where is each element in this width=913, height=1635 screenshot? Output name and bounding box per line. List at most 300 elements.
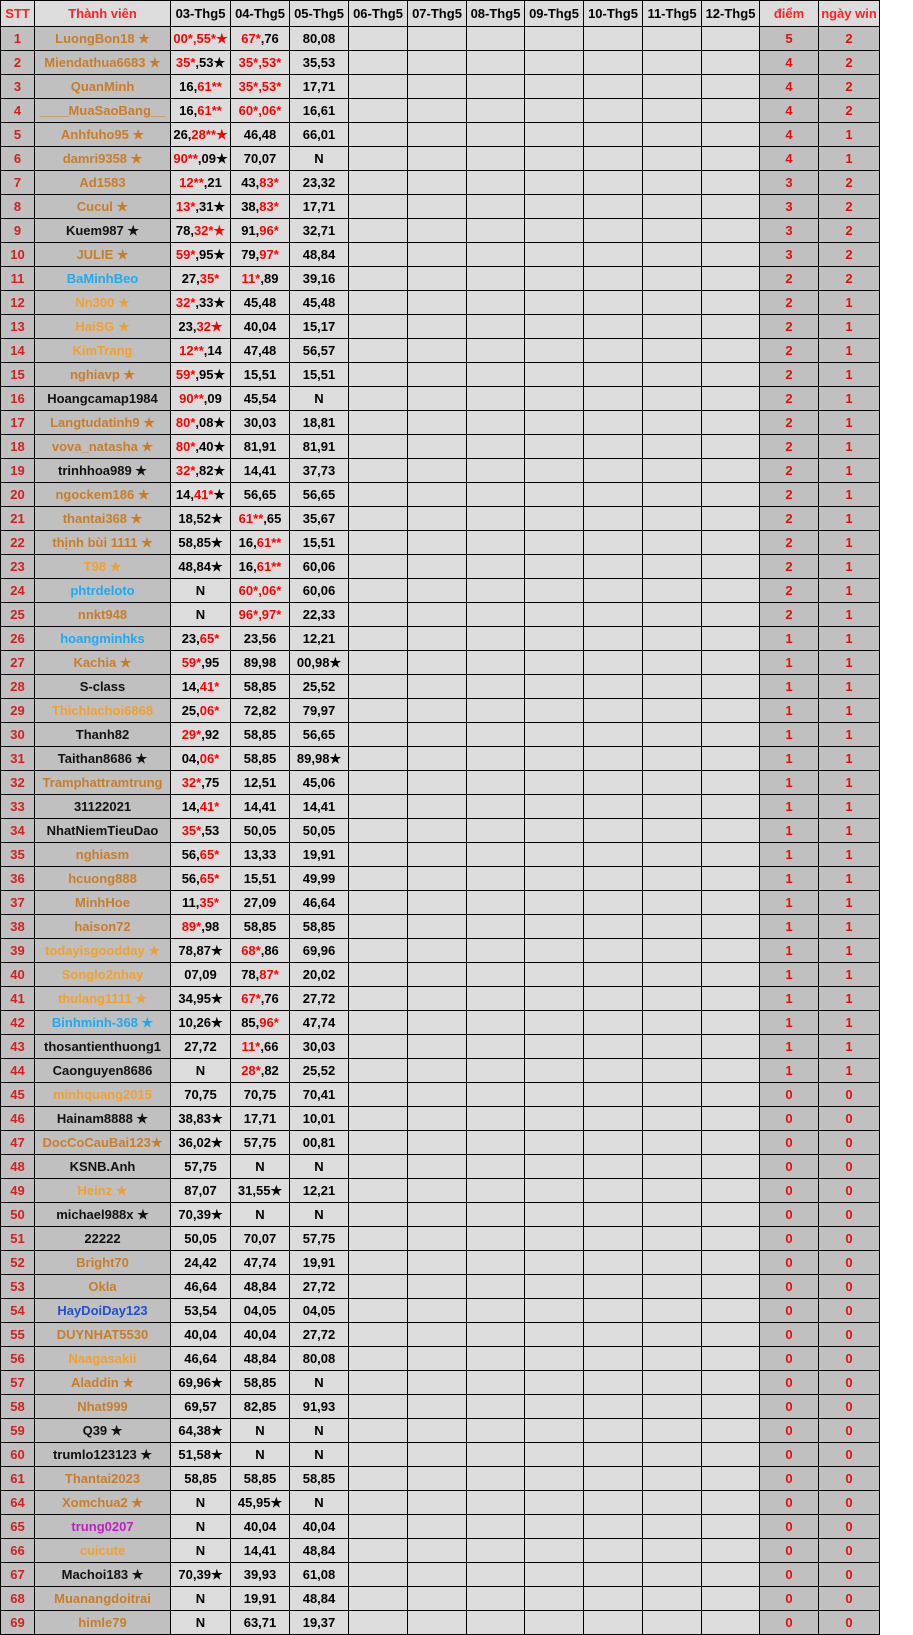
result-part: 15,51 [302,534,336,550]
result-part: 19,37 [302,1614,336,1630]
result-part: ,09★ [197,150,228,166]
result-part: 91,93 [302,1398,336,1414]
member-name: Binhminh-368 ★ [35,1011,171,1035]
win-days: 0 [819,1371,880,1395]
header-day: 05-Thg5 [290,1,349,27]
day-result-empty [584,699,643,723]
day-result-empty [702,555,760,579]
day-result [171,75,231,99]
result-part: 04, [181,750,200,766]
day-result-empty [408,651,467,675]
points: 4 [760,75,819,99]
day-result-empty [349,219,408,243]
day-result-empty [467,1083,525,1107]
day-result-empty [408,123,467,147]
points: 0 [760,1443,819,1467]
result-part: 96*,97* [238,606,282,622]
day-result [231,1539,290,1563]
row-number: 59 [1,1419,35,1443]
member-name: Thichlachoi6868 [35,699,171,723]
result-part: 49,99 [302,870,336,886]
day-result-empty [702,1059,760,1083]
day-result-empty [408,1227,467,1251]
result-part: 80* [175,438,196,454]
day-result-empty [349,363,408,387]
day-result-empty [584,1299,643,1323]
points: 3 [760,219,819,243]
day-result-empty [467,603,525,627]
day-result-empty [467,459,525,483]
day-result-empty [349,915,408,939]
day-result-empty [584,1179,643,1203]
day-result-empty [467,651,525,675]
day-result-empty [467,1227,525,1251]
result-part: ,86 [260,942,279,958]
row-number: 32 [1,771,35,795]
result-part: 19,91 [302,1254,336,1270]
day-result [171,435,231,459]
day-result [171,1395,231,1419]
row-number: 15 [1,363,35,387]
points: 0 [760,1275,819,1299]
win-days: 0 [819,1419,880,1443]
row-number: 60 [1,1443,35,1467]
member-name: Nn300 ★ [35,291,171,315]
points: 2 [760,435,819,459]
win-days: 1 [819,723,880,747]
day-result [290,1203,349,1227]
result-part: ,53★ [195,54,226,70]
day-result [290,1107,349,1131]
result-part: 35*,53* [238,54,282,70]
day-result [231,1107,290,1131]
day-result [290,939,349,963]
result-part: 22,33 [302,606,336,622]
points: 1 [760,1011,819,1035]
day-result-empty [702,1611,760,1635]
win-days: 1 [819,891,880,915]
result-part: 00,81 [302,1134,336,1150]
day-result-empty [467,531,525,555]
day-result-empty [525,27,584,51]
result-part: 27,72 [302,1326,336,1342]
table-row [1,315,880,339]
day-result [231,1179,290,1203]
table-row [1,795,880,819]
points: 0 [760,1179,819,1203]
result-part: 56, [181,846,200,862]
member-name: Aladdin ★ [35,1371,171,1395]
day-result-empty [408,1035,467,1059]
result-part: ,92 [201,726,220,742]
row-number: 65 [1,1515,35,1539]
day-result-empty [643,219,702,243]
day-result-empty [643,1419,702,1443]
day-result-empty [408,1371,467,1395]
result-part: 58,85 [243,726,277,742]
day-result-empty [643,531,702,555]
day-result [290,1299,349,1323]
day-result-empty [408,1395,467,1419]
day-result-empty [408,1131,467,1155]
row-number: 16 [1,387,35,411]
day-result [231,1299,290,1323]
table-row [1,843,880,867]
result-part: 66,01 [302,126,336,142]
day-result [290,795,349,819]
points: 0 [760,1131,819,1155]
day-result [171,627,231,651]
row-number: 6 [1,147,35,171]
table-row [1,939,880,963]
result-part: 32* [175,462,196,478]
day-result-empty [467,819,525,843]
day-result-empty [702,699,760,723]
day-result-empty [525,1395,584,1419]
day-result-empty [643,339,702,363]
points: 4 [760,123,819,147]
points: 0 [760,1083,819,1107]
day-result-empty [408,1203,467,1227]
day-result [290,603,349,627]
points: 1 [760,915,819,939]
day-result-empty [702,1131,760,1155]
points: 4 [760,147,819,171]
member-name: michael988x ★ [35,1203,171,1227]
day-result-empty [584,435,643,459]
day-result-empty [584,51,643,75]
day-result-empty [408,1059,467,1083]
win-days: 0 [819,1275,880,1299]
points: 2 [760,315,819,339]
day-result-empty [408,291,467,315]
result-part: 10,26★ [178,1014,223,1030]
day-result-empty [584,219,643,243]
day-result-empty [408,1467,467,1491]
day-result-empty [702,1179,760,1203]
row-number: 64 [1,1491,35,1515]
day-result [290,1563,349,1587]
result-part: ,82 [260,1062,279,1078]
day-result [231,891,290,915]
result-part: 11* [241,270,261,286]
day-result-empty [467,1131,525,1155]
day-result [171,1179,231,1203]
day-result-empty [525,1587,584,1611]
row-number: 40 [1,963,35,987]
day-result [290,1491,349,1515]
member-name: DocCoCauBai123★ [35,1131,171,1155]
day-result [231,987,290,1011]
result-part: 19,91 [302,846,336,862]
day-result-empty [408,1299,467,1323]
day-result-empty [349,1011,408,1035]
member-name: Taithan8686 ★ [35,747,171,771]
day-result-empty [408,1611,467,1635]
result-part: 06* [199,702,220,718]
result-part: 58,85 [184,1470,217,1486]
day-result [231,387,290,411]
day-result-empty [349,1131,408,1155]
day-result-empty [467,315,525,339]
result-part: 18,52★ [178,510,223,526]
result-part: N [195,1542,206,1558]
day-result-empty [702,915,760,939]
day-result [290,363,349,387]
row-number: 46 [1,1107,35,1131]
result-part: N [314,1446,324,1462]
row-number: 57 [1,1371,35,1395]
table-row [1,1299,880,1323]
day-result-empty [702,1155,760,1179]
day-result-empty [349,1515,408,1539]
result-part: 61** [197,102,222,118]
day-result-empty [408,987,467,1011]
day-result-empty [702,387,760,411]
win-days: 0 [819,1443,880,1467]
day-result-empty [643,1539,702,1563]
header-points: điểm [760,1,819,27]
win-days: 2 [819,243,880,267]
day-result-empty [584,651,643,675]
day-result-empty [408,483,467,507]
day-result-empty [349,1563,408,1587]
day-result-empty [408,795,467,819]
day-result-empty [702,987,760,1011]
win-days: 1 [819,699,880,723]
result-part: 61** [256,558,282,574]
result-part: 48,84 [243,1350,277,1366]
day-result-empty [584,1251,643,1275]
day-result-empty [525,699,584,723]
table-row [1,1587,880,1611]
day-result-empty [643,483,702,507]
member-name: Q39 ★ [35,1419,171,1443]
day-result-empty [467,939,525,963]
result-part: 15,17 [302,318,336,334]
win-days: 1 [819,1011,880,1035]
result-part: ,95 [201,654,220,670]
day-result [231,963,290,987]
day-result-empty [349,1611,408,1635]
day-result-empty [525,867,584,891]
day-result-empty [702,963,760,987]
member-name: hcuong888 [35,867,171,891]
day-result-empty [525,531,584,555]
points: 1 [760,747,819,771]
day-result-empty [525,627,584,651]
day-result [290,1227,349,1251]
result-part: 12,51 [243,774,277,790]
day-result-empty [408,675,467,699]
day-result-empty [584,483,643,507]
result-part: 14, [181,678,200,694]
day-result [171,699,231,723]
result-part: 12,21 [302,630,336,646]
win-days: 1 [819,795,880,819]
result-part: 64,38★ [178,1422,223,1438]
result-part: 34,95★ [178,990,223,1006]
table-row [1,1323,880,1347]
day-result-empty [643,1443,702,1467]
result-part: 69,96 [302,942,336,958]
table-row [1,1203,880,1227]
day-result-empty [525,1155,584,1179]
row-number: 5 [1,123,35,147]
result-part: ,14 [203,342,222,358]
day-result [290,627,349,651]
points: 0 [760,1467,819,1491]
day-result-empty [525,195,584,219]
day-result [231,1203,290,1227]
day-result-empty [643,699,702,723]
win-days: 1 [819,1035,880,1059]
result-part: ,75 [201,774,220,790]
day-result [171,483,231,507]
win-days: 1 [819,1059,880,1083]
day-result [231,219,290,243]
row-number: 52 [1,1251,35,1275]
result-part: 23, [178,318,197,334]
result-part: 14,41 [243,798,277,814]
day-result-empty [584,891,643,915]
day-result [171,147,231,171]
result-part: N [195,1494,206,1510]
result-part: 89,98★ [296,750,342,766]
result-part: 41* [193,486,214,502]
row-number: 12 [1,291,35,315]
day-result-empty [525,891,584,915]
day-result-empty [467,1563,525,1587]
day-result [231,1419,290,1443]
day-result-empty [349,411,408,435]
member-name: LuongBon18 ★ [35,27,171,51]
day-result [171,1611,231,1635]
day-result-empty [408,723,467,747]
day-result-empty [643,267,702,291]
day-result [290,1611,349,1635]
day-result-empty [349,291,408,315]
win-days: 0 [819,1107,880,1131]
header-row [1,1,880,27]
day-result [171,243,231,267]
win-days: 1 [819,747,880,771]
day-result-empty [643,27,702,51]
day-result-empty [702,435,760,459]
day-result-empty [702,771,760,795]
day-result-empty [467,1371,525,1395]
day-result-empty [349,51,408,75]
points: 0 [760,1587,819,1611]
result-part: 61** [197,78,222,94]
table-row [1,1563,880,1587]
day-result [290,1395,349,1419]
result-part: 37,73 [302,462,336,478]
day-result-empty [467,555,525,579]
result-part: 60*,06* [238,582,282,598]
result-part: N [195,582,206,598]
member-name: Nhat999 [35,1395,171,1419]
header-day: 04-Thg5 [231,1,290,27]
day-result-empty [702,315,760,339]
day-result-empty [702,1323,760,1347]
day-result [231,339,290,363]
day-result-empty [349,651,408,675]
day-result-empty [525,267,584,291]
result-part: 58,85 [243,1374,277,1390]
result-part: 14,41 [243,462,277,478]
day-result-empty [702,1083,760,1107]
day-result-empty [702,1203,760,1227]
table-row [1,1059,880,1083]
table-row [1,171,880,195]
win-days: 0 [819,1203,880,1227]
day-result-empty [408,1587,467,1611]
day-result-empty [643,771,702,795]
result-part: N [255,1422,265,1438]
day-result-empty [584,579,643,603]
day-result-empty [525,75,584,99]
points: 1 [760,795,819,819]
row-number: 47 [1,1131,35,1155]
day-result-empty [408,699,467,723]
member-name: NhatNiemTieuDao [35,819,171,843]
result-part: 58,85 [302,1470,336,1486]
day-result-empty [584,723,643,747]
result-part: 35,67 [302,510,336,526]
win-days: 0 [819,1083,880,1107]
day-result-empty [643,1035,702,1059]
day-result-empty [702,51,760,75]
result-part: 35*,53* [238,78,282,94]
row-number: 27 [1,651,35,675]
result-part: 41* [199,798,220,814]
day-result-empty [525,435,584,459]
win-days: 1 [819,435,880,459]
day-result-empty [702,747,760,771]
day-result-empty [525,819,584,843]
win-days: 0 [819,1323,880,1347]
points: 0 [760,1203,819,1227]
table-row [1,627,880,651]
row-number: 13 [1,315,35,339]
table-row [1,1395,880,1419]
result-part: 25,52 [302,678,336,694]
day-result-empty [525,99,584,123]
result-part: 36,02★ [178,1134,223,1150]
result-part: 28* [241,1062,261,1078]
day-result [231,627,290,651]
result-part: ,66 [260,1038,279,1054]
day-result-empty [643,291,702,315]
win-days: 1 [819,291,880,315]
result-part: 25,52 [302,1062,336,1078]
win-days: 0 [819,1611,880,1635]
row-number: 10 [1,243,35,267]
day-result-empty [408,51,467,75]
day-result-empty [643,627,702,651]
day-result-empty [467,291,525,315]
day-result-empty [408,1011,467,1035]
day-result-empty [584,387,643,411]
day-result-empty [408,219,467,243]
day-result-empty [584,795,643,819]
result-part: 96* [259,222,279,238]
day-result-empty [349,315,408,339]
table-row [1,723,880,747]
day-result-empty [584,1371,643,1395]
day-result-empty [702,1251,760,1275]
